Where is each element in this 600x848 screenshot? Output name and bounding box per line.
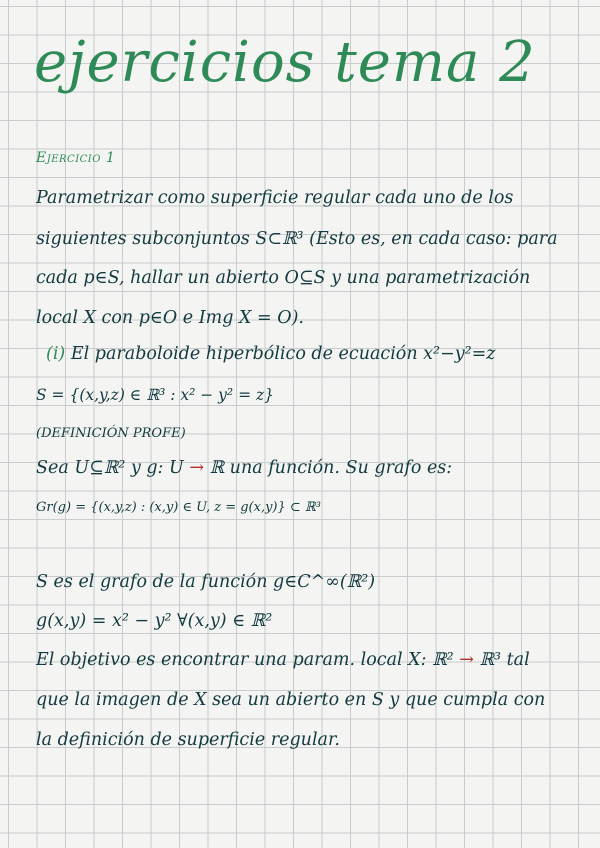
arrow-icon: → bbox=[189, 458, 204, 478]
graph-intro bbox=[36, 458, 452, 478]
graph-definition: Gr(g) = {(x,y,z) : (x,y) ∈ U, z = g(x,y)} ⊂ ℝ³ bbox=[36, 500, 321, 515]
objective-line-3: la definición de superficie regular. bbox=[36, 730, 340, 750]
objective-end: ℝ³ tal bbox=[479, 650, 530, 670]
item-i-label: (i) bbox=[46, 344, 66, 364]
set-definition: S = {(x,y,z) ∈ ℝ³ : x² − y² = z} bbox=[36, 386, 275, 404]
exercise-heading: Ejercicio 1 bbox=[36, 150, 116, 166]
objective-line-2: que la imagen de X sea un abierto en S y que cumpla con bbox=[36, 690, 546, 710]
professor-definition-note: (DEFINICIÓN PROFE) bbox=[36, 426, 186, 441]
objective-line-1 bbox=[36, 650, 530, 670]
s-graph-statement: S es el grafo de la función g∈C^∞(ℝ²) bbox=[36, 572, 376, 592]
page-title: ejercicios tema 2 bbox=[34, 30, 536, 95]
arrow-icon: → bbox=[459, 650, 474, 670]
statement-line-4: local X con p∈O e Img X = O). bbox=[36, 308, 304, 328]
graph-intro-start: Sea U⊆ℝ² y g: U bbox=[36, 458, 184, 478]
statement-line-2: siguientes subconjuntos S⊂ℝ³ (Esto es, en cada caso: para bbox=[36, 229, 558, 249]
item-i-text: El paraboloide hiperbólico de ecuación x²−y²=z bbox=[70, 344, 496, 364]
objective-start: El objetivo es encontrar una param. local X: ℝ² bbox=[36, 650, 454, 670]
statement-line-1: Parametrizar como superficie regular cada uno de los bbox=[36, 188, 514, 208]
g-definition: g(x,y) = x² − y² ∀(x,y) ∈ ℝ² bbox=[36, 611, 273, 631]
item-i bbox=[46, 344, 496, 364]
graph-intro-end: ℝ una función. Su grafo es: bbox=[209, 458, 453, 478]
statement-line-3: cada p∈S, hallar un abierto O⊆S y una parametrización bbox=[36, 268, 531, 288]
